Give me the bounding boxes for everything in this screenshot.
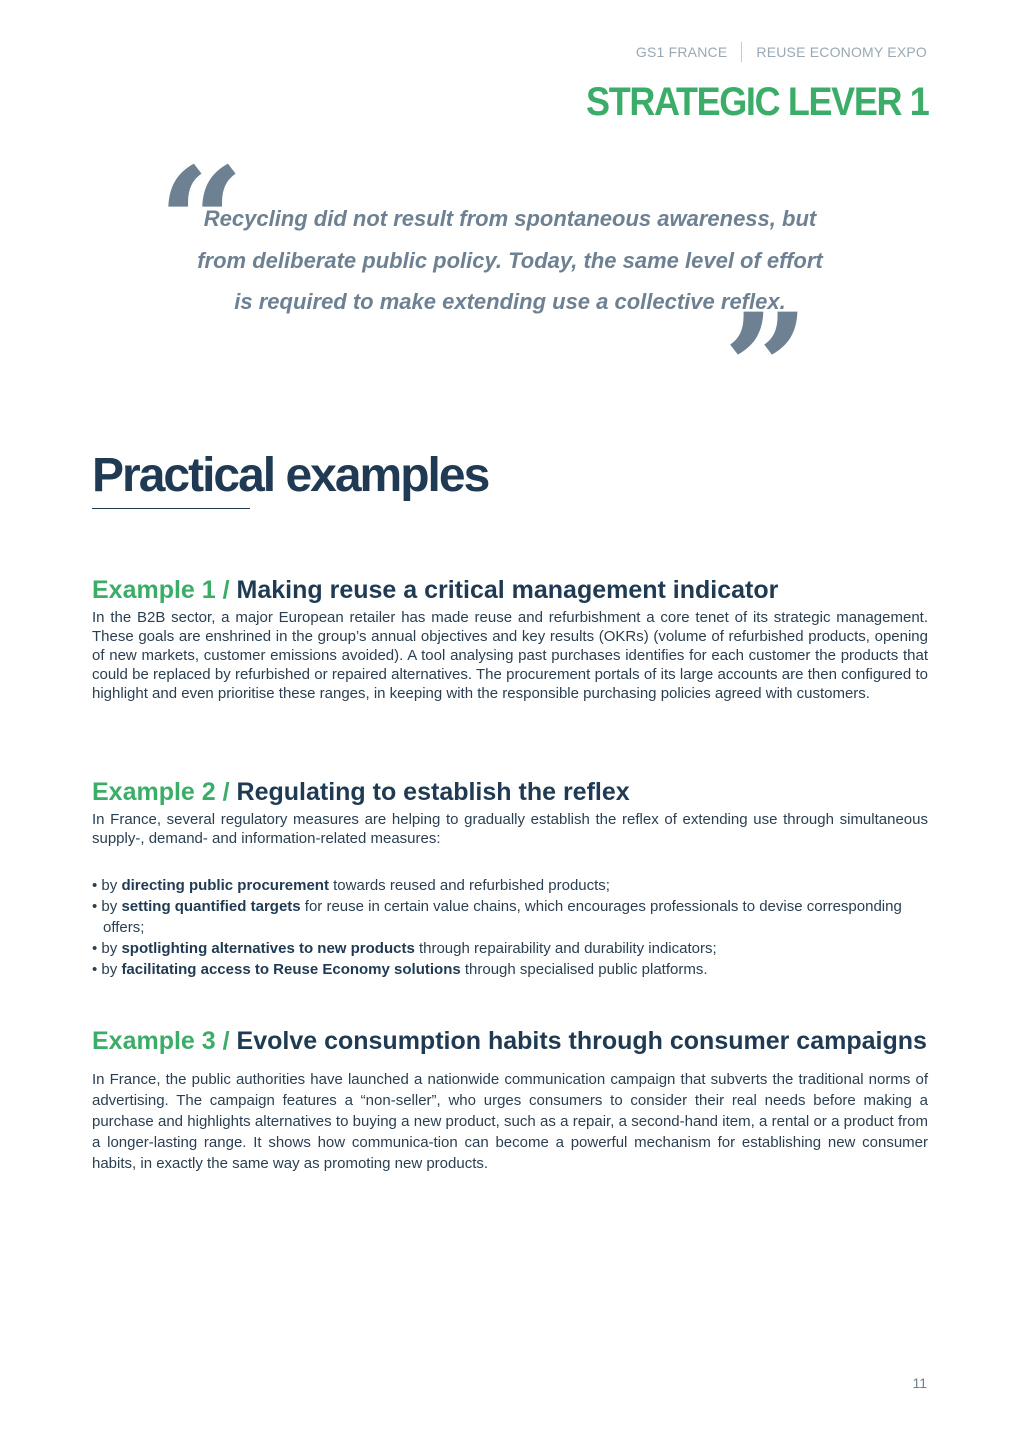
example-1-title: Making reuse a critical management indicator xyxy=(236,576,779,604)
bullet-item: • by setting quantified targets for reuse in certain value chains, which encourages professionals to devise corresponding offers; xyxy=(92,898,902,936)
section-title: Practical examples xyxy=(92,449,489,502)
example-1-number: Example 1 / xyxy=(92,576,230,604)
example-2-body: In France, several regulatory measures are helping to gradually establish the reflex of extending use through simultaneous supply-, demand- and information-related measures: xyxy=(92,811,928,847)
example-3-title: Evolve consumption habits through consumer campaigns xyxy=(236,1027,927,1055)
example-2-title: Regulating to establish the reflex xyxy=(236,778,630,806)
close-quote-icon: ” xyxy=(723,281,810,457)
example-1-heading xyxy=(92,575,928,606)
example-2-number: Example 2 / xyxy=(92,778,230,806)
header-event: REUSE ECONOMY EXPO xyxy=(756,44,927,60)
bullet-item: • by facilitating access to Reuse Economy solutions through specialised public platforms. xyxy=(92,961,708,978)
example-2 xyxy=(92,777,928,980)
pull-quote xyxy=(150,135,830,457)
lever-title: STRATEGIC LEVER 1 xyxy=(585,80,928,124)
example-2-bullet-list xyxy=(92,875,928,980)
example-3-body: In France, the public authorities have launched a nationwide communication campaign that subverts the traditional norms of advertising. The campaign features a “non-seller”, who urges consumers to consider their real needs before making a purchase and highlights alternatives to buying a new product, such as a repair, a second-hand item, a rental or a product from a longer-lasting range. It shows how communica-tion can become a powerful mechanism for establishing new consumer habits, in exactly the same way as promoting new products. xyxy=(92,1071,928,1172)
section-underline xyxy=(92,508,250,509)
example-1 xyxy=(92,575,928,703)
open-quote-icon: “ xyxy=(158,135,245,311)
quote-text: Recycling did not result from spontaneous awareness, but from deliberate public policy. Today, the same level of effort is required to make extending use a collective reflex. xyxy=(197,206,823,314)
header-meta xyxy=(636,42,927,62)
example-3-number: Example 3 / xyxy=(92,1027,230,1055)
header-separator xyxy=(741,42,742,62)
example-3 xyxy=(92,1026,928,1174)
example-3-heading xyxy=(92,1026,928,1057)
example-2-heading xyxy=(92,777,928,808)
header-org: GS1 FRANCE xyxy=(635,44,728,60)
bullet-item: • by directing public procurement towards reused and refurbished products; xyxy=(92,877,610,894)
bullet-item: • by spotlighting alternatives to new products through repairability and durability indicators; xyxy=(92,940,717,957)
example-1-body: In the B2B sector, a major European retailer has made reuse and refurbishment a core tenet of its strategic management. These goals are enshrined in the group’s annual objectives and key results (OKRs) (volume of refurbished products, opening of new markets, customer emissions avoided). A tool analysing past purchases identifies for each customer the products that could be replaced by refurbished or repaired alternatives. The procurement portals of its large accounts are then configured to highlight and even prioritise these ranges, in keeping with the responsible purchasing policies agreed with customers. xyxy=(92,609,928,702)
page-number: 11 xyxy=(912,1375,927,1391)
